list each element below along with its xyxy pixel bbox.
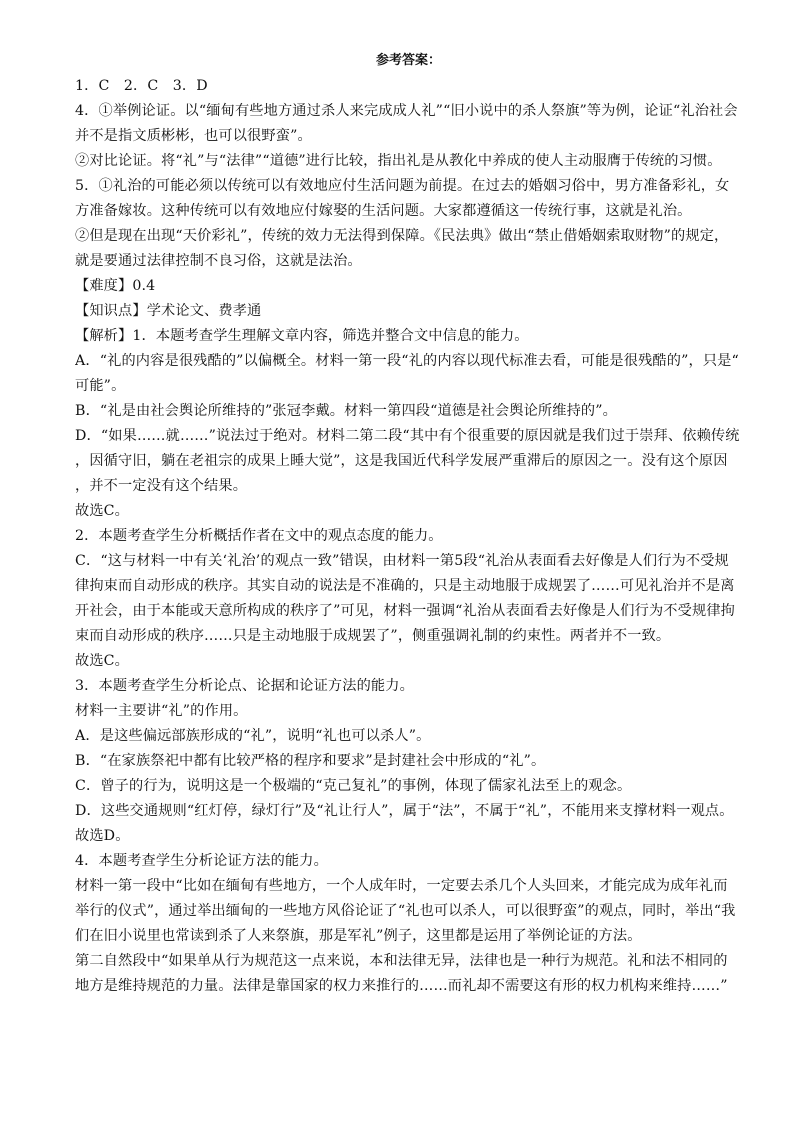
- text-line: 【解析】1．本题考查学生理解文章内容，筛选并整合文中信息的能力。: [75, 328, 529, 344]
- text-line: 【难度】0.4: [75, 278, 156, 294]
- text-line: 们在旧小说里也常读到杀了人来祭旗，那是军礼”例子，这里都是运用了举例论证的方法。: [75, 928, 642, 944]
- text-line: 5．①礼治的可能必须以传统可以有效地应付生活问题为前提。在过去的婚姻习俗中，男方准备彩礼，女: [75, 178, 730, 194]
- text-line: 材料一第一段中“比如在缅甸有些地方，一个人成年时，一定要去杀几个人头回来，才能完成为成年礼而: [75, 878, 728, 894]
- text-line: ②但是现在出现“天价彩礼”，传统的效力无法得到保障。《民法典》做出“禁止借婚姻索取财物”的规定，: [75, 228, 729, 244]
- text-line: 束而自动形成的秩序……只是主动地服于成规罢了”，侧重强调礼制的约束性。两者并不一致。: [75, 628, 671, 644]
- text-line: 第二自然段中“如果单从行为规范这一点来说，本和法律无异，法律也是一种行为规范。礼和法不相同的: [75, 953, 728, 969]
- text-line: 方准备嫁妆。这种传统可以有效地应付嫁娶的生活问题。大家都遵循这一传统行事，这就是礼治。: [75, 203, 692, 219]
- text-line: D．“如果……就……”说法过于绝对。材料二第二段“其中有个很重要的原因就是我们过于崇拜、依赖传统: [75, 428, 740, 444]
- text-line: 可能”。: [75, 378, 126, 394]
- text-line: 地方是维持规范的力量。法律是靠国家的权力来推行的……而礼却不需要这有形的权力机构来维持……”: [75, 978, 728, 994]
- text-line: 律拘束而自动形成的秩序。其实自动的说法是不准确的，只是主动地服于成规罢了……可见礼治并不是离: [75, 578, 735, 594]
- text-line: 3．本题考查学生分析论点、论据和论证方法的能力。: [75, 678, 414, 694]
- text-line: B．“在家族祭祀中都有比较严格的程序和要求”是封建社会中形成的“礼”。: [75, 753, 546, 769]
- text-line: 1．C 2．C 3．D: [75, 78, 208, 94]
- text-line: 【知识点】学术论文、费孝通: [75, 303, 262, 319]
- page-title: 参考答案：: [375, 53, 441, 68]
- answer-text-body: [75, 74, 742, 999]
- text-line: 故选C。: [75, 503, 130, 519]
- text-line: ②对比论证。将“礼”与“法律”“道德”进行比较，指出礼是从教化中养成的使人主动服膺于传统的习惯。: [75, 153, 722, 169]
- text-line: 开社会，由于本能或天意所构成的秩序了”可见，材料一强调“礼治从表面看去好像是人们行为不受规律拘: [75, 603, 735, 619]
- text-line: D．这些交通规则“红灯停，绿灯行”及“礼让行人”，属于“法”，不属于“礼”，不能用来支撑材料一观点。: [75, 803, 734, 819]
- text-line: C．“这与材料一中有关‘礼治’的观点一致”错误，由材料一第5段“礼治从表面看去好像是人们行为不受规: [75, 553, 729, 569]
- text-line: 并不是指文质彬彬，也可以很野蛮”。: [75, 128, 312, 144]
- text-line: B．“礼是由社会舆论所维持的”张冠李戴。材料一第四段“道德是社会舆论所维持的”。: [75, 403, 618, 419]
- text-line: 故选D。: [75, 828, 130, 844]
- text-line: 就是要通过法律控制不良习俗，这就是法治。: [75, 253, 362, 269]
- text-line: ，并不一定没有这个结果。: [75, 478, 248, 494]
- text-line: A．“礼的内容是很残酷的”以偏概全。材料一第一段“礼的内容以现代标准去看，可能是很残酷的”，只是“: [75, 353, 739, 369]
- text-line: 4．本题考查学生分析论证方法的能力。: [75, 853, 328, 869]
- text-line: ，因循守旧，躺在老祖宗的成果上睡大觉”，这是我国近代科学发展严重滞后的原因之一。没有这个原因: [75, 453, 728, 469]
- text-line: 举行的仪式”，通过举出缅甸的一些地方风俗论证了“礼也可以杀人，可以很野蛮”的观点，同时，举出“我: [75, 903, 736, 919]
- text-line: 材料一主要讲“礼”的作用。: [75, 703, 248, 719]
- text-line: 故选C。: [75, 653, 130, 669]
- text-line: A．是这些偏远部族形成的“礼”，说明“礼也可以杀人”。: [75, 728, 431, 744]
- text-line: C．曾子的行为，说明这是一个极端的“克己复礼”的事例，体现了儒家礼法至上的观念。: [75, 778, 632, 794]
- text-line: 2．本题考查学生分析概括作者在文中的观点态度的能力。: [75, 528, 443, 544]
- text-line: 4．①举例论证。以“缅甸有些地方通过杀人来完成成人礼”“旧小说中的杀人祭旗”等为例，论证“礼治社会: [75, 103, 738, 119]
